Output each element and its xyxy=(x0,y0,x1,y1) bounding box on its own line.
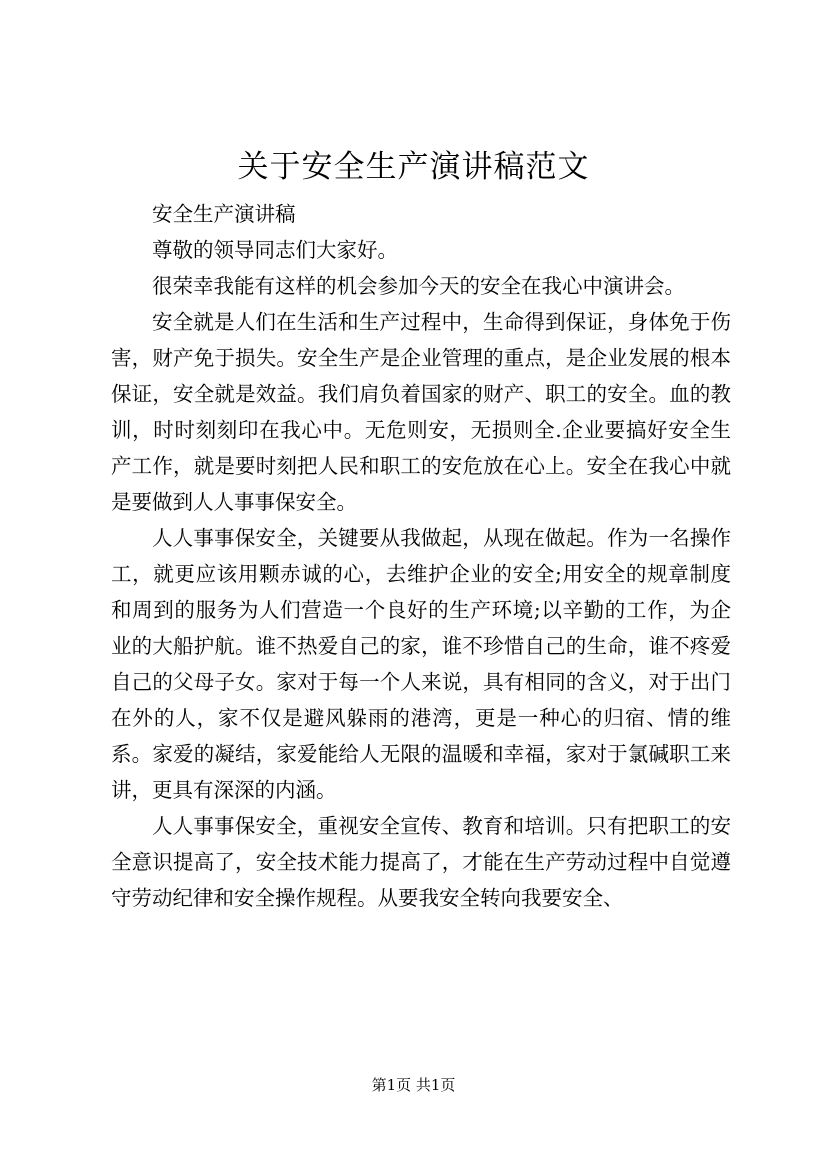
paragraph: 安全就是人们在生活和生产过程中，生命得到保证，身体免于伤害，财产免于损失。安全生产是企业管理的重点，是企业发展的根本保证，安全就是效益。我们肩负着国家的财产、职工的安全。血的教训，时时刻刻印在我心中。无危则安，无损则全.企业要搞好安全生产工作，就是要时刻把人民和职工的安危放在心上。安全在我心中就是要做到人人事事保安全。 xyxy=(111,310,731,514)
paragraph: 安全生产演讲稿 xyxy=(152,202,296,226)
document-title: 关于安全生产演讲稿范文 xyxy=(237,149,590,185)
paragraph: 很荣幸我能有这样的机会参加今天的安全在我心中演讲会。 xyxy=(152,274,685,298)
paragraph: 人人事事保安全，重视安全宣传、教育和培训。只有把职工的安全意识提高了，安全技术能力提高了，才能在生产劳动过程中自觉遵守劳动纪律和安全操作规程。从要我安全转向我要安全、 xyxy=(111,814,731,910)
document-body xyxy=(111,196,731,916)
page-footer: 第1页 共1页 xyxy=(371,1076,456,1094)
paragraph: 尊敬的领导同志们大家好。 xyxy=(152,238,398,262)
paragraph: 人人事事保安全，关键要从我做起，从现在做起。作为一名操作工，就更应该用颗赤诚的心，去维护企业的安全;用安全的规章制度和周到的服务为人们营造一个良好的生产环境;以辛勤的工作，为企业的大船护航。谁不热爱自己的家，谁不珍惜自己的生命，谁不疼爱自己的父母子女。家对于每一个人来说，具有相同的含义，对于出门在外的人，家不仅是避风躲雨的港湾，更是一种心的归宿、情的维系。家爱的凝结，家爱能给人无限的温暖和幸福，家对于氯碱职工来讲，更具有深深的内涵。 xyxy=(111,526,731,802)
